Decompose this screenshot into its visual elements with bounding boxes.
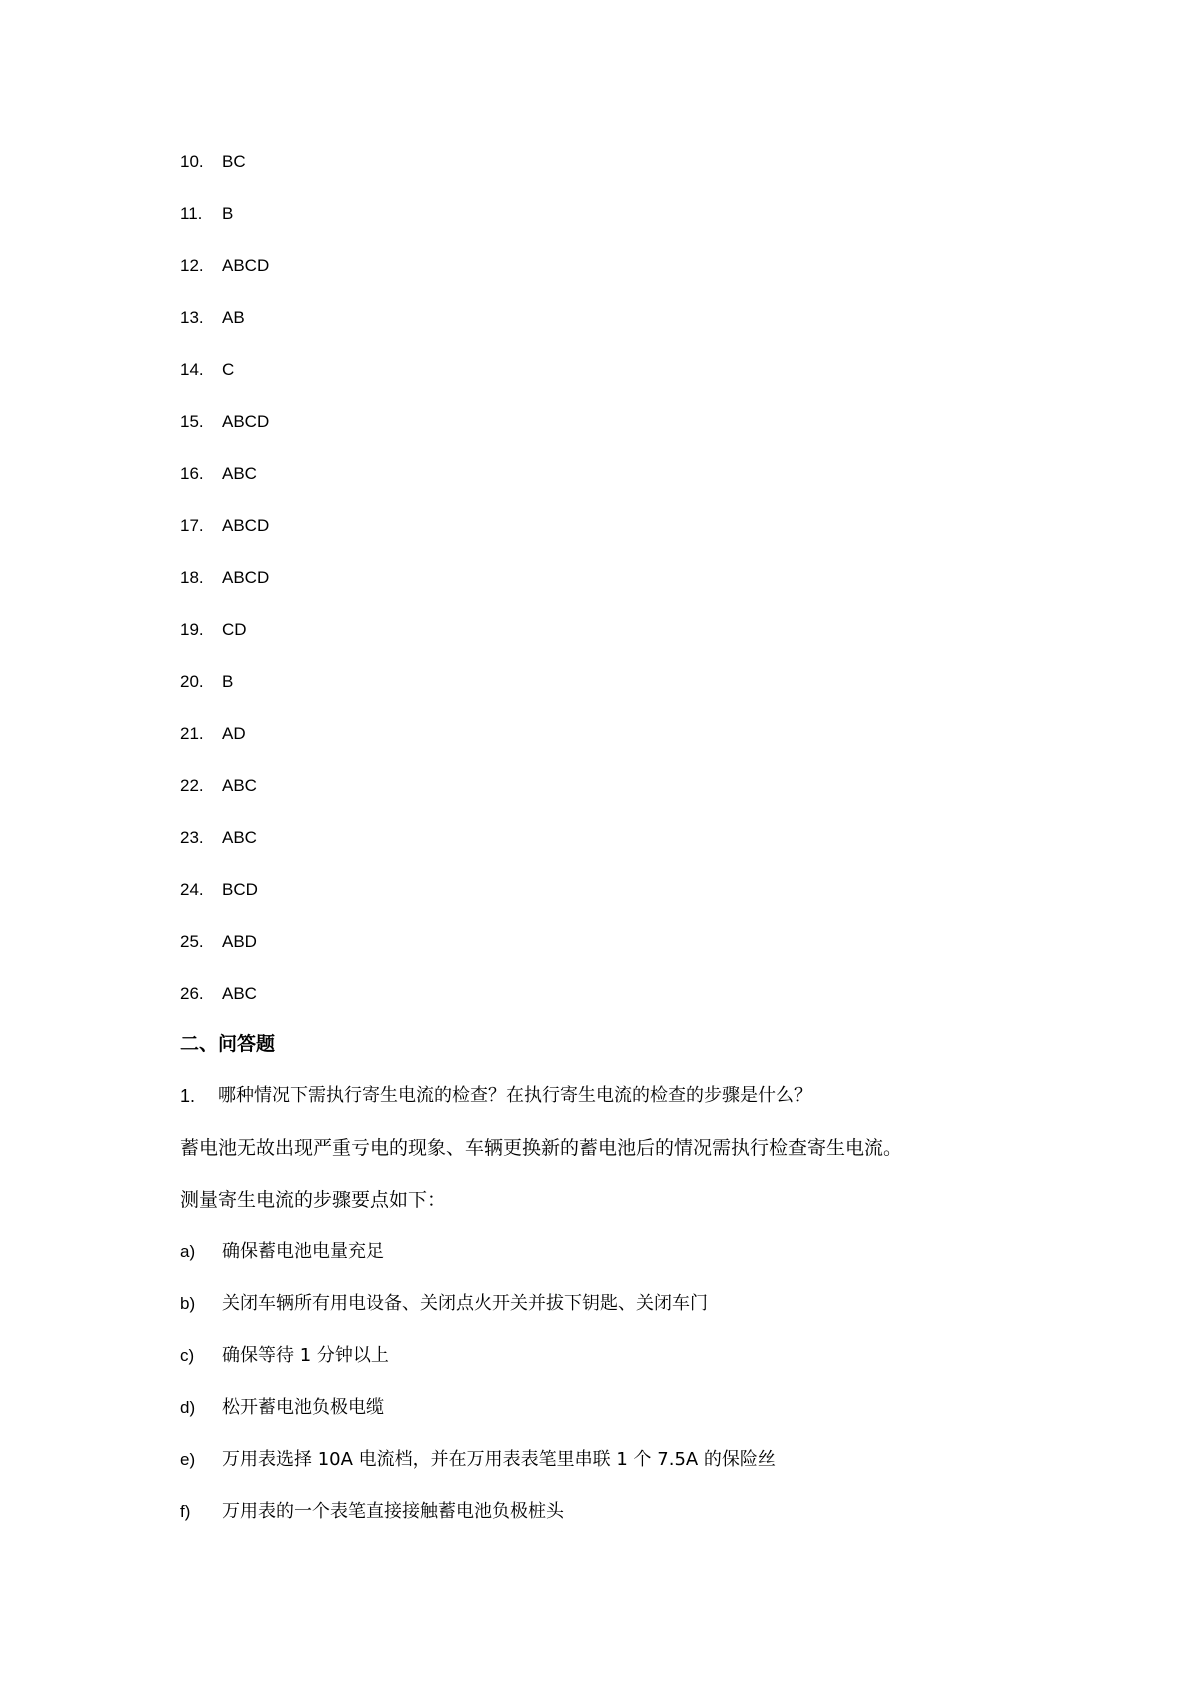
answer-number: 23. (180, 828, 204, 847)
answer-paragraph: 蓄电池无故出现严重亏电的现象、车辆更换新的蓄电池后的情况需执行检查寄生电流。 (180, 1137, 903, 1159)
answer-paragraph: 测量寄生电流的步骤要点如下： (180, 1189, 447, 1211)
answer-number: 25. (180, 932, 204, 951)
step-item (180, 1500, 1080, 1552)
answer-item (180, 670, 269, 722)
answer-item (180, 306, 269, 358)
answer-value: CD (222, 620, 247, 639)
answer-number: 20. (180, 672, 204, 691)
step-text: 关闭车辆所有用电设备、关闭点火开关并拔下钥匙、关闭车门 (222, 1293, 708, 1314)
answer-value: ABD (222, 932, 257, 951)
answer-value: BCD (222, 880, 258, 899)
answer-item (180, 930, 269, 982)
answer-number: 26. (180, 984, 204, 1003)
answer-number: 15. (180, 412, 204, 431)
answer-value: ABC (222, 464, 257, 483)
answer-number: 13. (180, 308, 204, 327)
step-text: 万用表选择 10A 电流档，并在万用表表笔里串联 1 个 7.5A 的保险丝 (222, 1449, 776, 1470)
step-letter: b) (180, 1294, 196, 1313)
step-text: 确保蓄电池电量充足 (222, 1241, 384, 1262)
answer-value: C (222, 360, 235, 379)
question-text: 哪种情况下需执行寄生电流的检查？在执行寄生电流的检查的步骤是什么？ (218, 1085, 812, 1106)
answer-item (180, 826, 269, 878)
answer-number: 19. (180, 620, 204, 639)
step-letter: c) (180, 1346, 195, 1365)
answer-item (180, 150, 269, 202)
step-text: 万用表的一个表笔直接接触蓄电池负极桩头 (222, 1501, 564, 1522)
step-item (180, 1396, 1080, 1448)
question (180, 1084, 1080, 1136)
step-item (180, 1448, 1080, 1500)
qa-section (180, 1032, 1080, 1552)
answer-item (180, 982, 269, 1034)
step-letter: f) (180, 1502, 191, 1521)
answer-number: 12. (180, 256, 204, 275)
answer-number: 17. (180, 516, 204, 535)
answer-value: ABC (222, 984, 257, 1003)
answer-number: 11. (180, 204, 203, 223)
step-letter: a) (180, 1242, 196, 1261)
step-item (180, 1292, 1080, 1344)
answer-value: AD (222, 724, 246, 743)
answer-item (180, 202, 269, 254)
answer-number: 18. (180, 568, 204, 587)
answer-value: ABCD (222, 516, 270, 535)
answer-number: 10. (180, 152, 204, 171)
answer-value: AB (222, 308, 245, 327)
answer-value: ABC (222, 828, 257, 847)
answer-item (180, 358, 269, 410)
answer-item (180, 774, 269, 826)
answer-value: ABCD (222, 256, 270, 275)
answer-value: B (222, 204, 234, 223)
answer-number: 21. (180, 724, 204, 743)
answer-item (180, 410, 269, 462)
answer-item (180, 462, 269, 514)
section-heading: 二、问答题 (180, 1033, 276, 1055)
answer-value: B (222, 672, 234, 691)
answer-value: ABCD (222, 412, 270, 431)
step-letter: d) (180, 1398, 196, 1417)
answer-number: 24. (180, 880, 204, 899)
answer-item (180, 514, 269, 566)
step-item (180, 1344, 1080, 1396)
answer-value: ABCD (222, 568, 270, 587)
answer-list (180, 150, 269, 1034)
answer-item (180, 722, 269, 774)
answer-item (180, 618, 269, 670)
answer-value: BC (222, 152, 246, 171)
answer-item (180, 254, 269, 306)
answer-item (180, 566, 269, 618)
step-text: 松开蓄电池负极电缆 (222, 1397, 384, 1418)
answer-number: 16. (180, 464, 204, 483)
answer-number: 14. (180, 360, 204, 379)
step-text: 确保等待 1 分钟以上 (222, 1345, 389, 1366)
answer-number: 22. (180, 776, 204, 795)
answer-item (180, 878, 269, 930)
step-item (180, 1240, 1080, 1292)
step-letter: e) (180, 1450, 196, 1469)
answer-value: ABC (222, 776, 257, 795)
question-number: 1. (180, 1086, 196, 1106)
